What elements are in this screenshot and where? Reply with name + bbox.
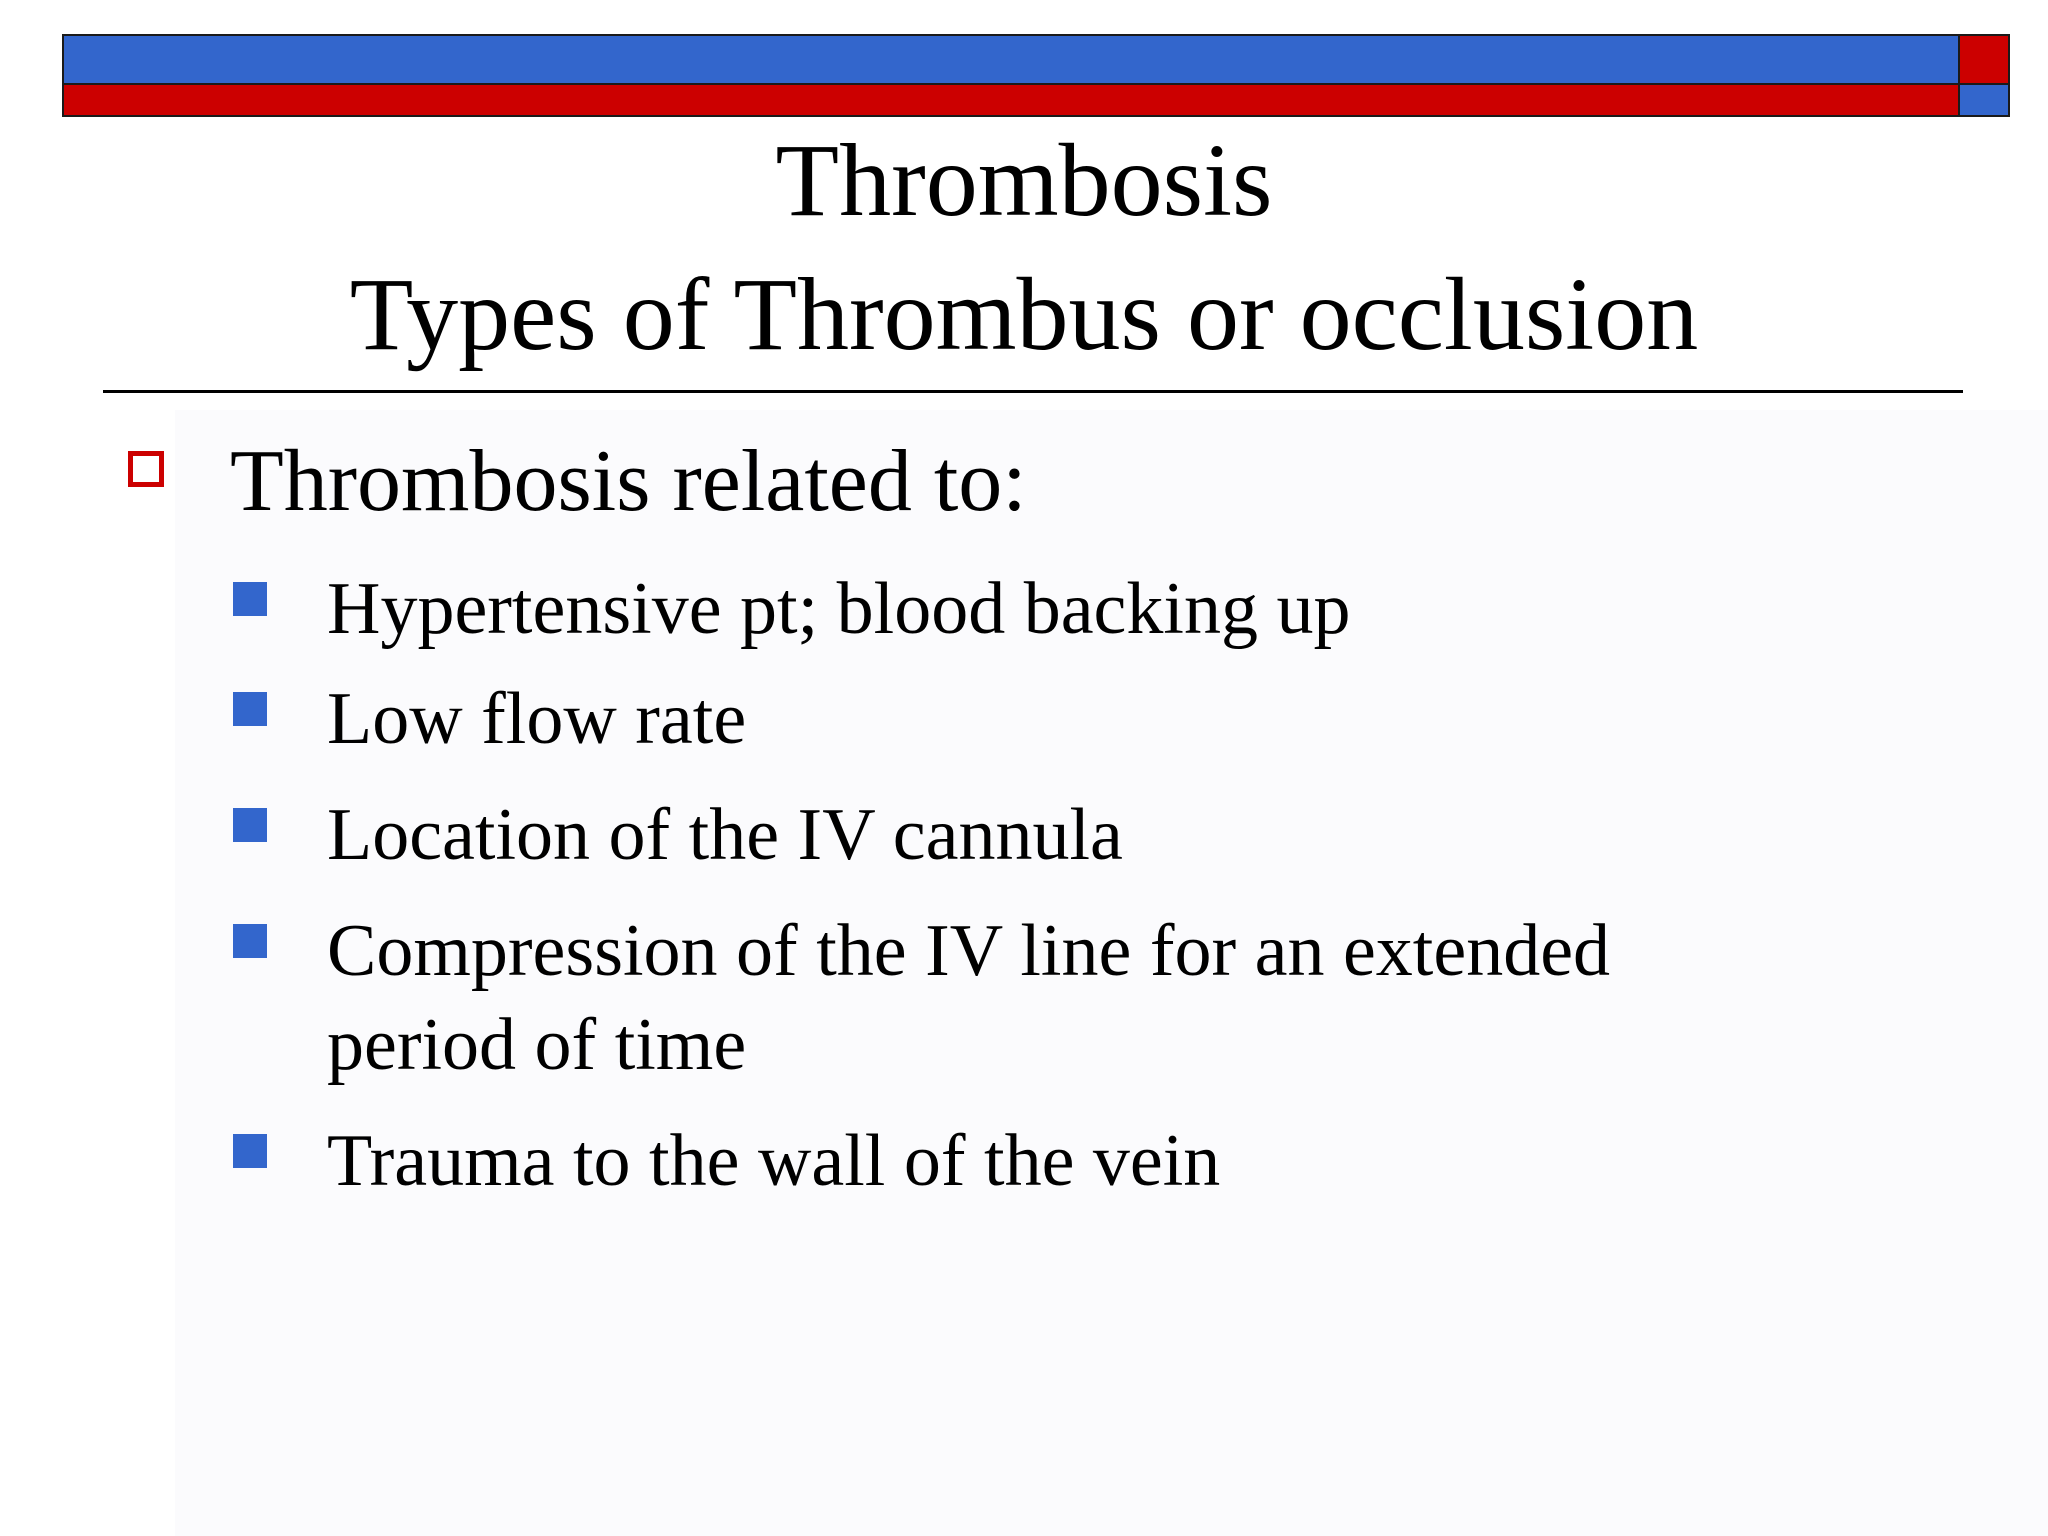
square-bullet-icon <box>233 582 267 616</box>
title-line-1: Thrombosis <box>775 123 1273 238</box>
square-bullet-icon <box>233 692 267 726</box>
square-bullet-icon <box>233 808 267 842</box>
list-item-text: Low flow rate <box>327 678 747 760</box>
main-bullet-text: Thrombosis related to: <box>230 433 1027 530</box>
list-item-text: Trauma to the wall of the vein <box>327 1120 1221 1202</box>
title-line-2: Types of Thrombus or occlusion <box>349 257 1699 372</box>
square-bullet-icon <box>233 1134 267 1168</box>
list-item-text: Hypertensive pt; blood backing up <box>327 568 1351 650</box>
list-item-text: Location of the IV cannula <box>327 794 1123 876</box>
list-item-text: Compression of the IV line for an extended period of time <box>327 910 1611 1086</box>
square-bullet-icon <box>233 924 267 958</box>
